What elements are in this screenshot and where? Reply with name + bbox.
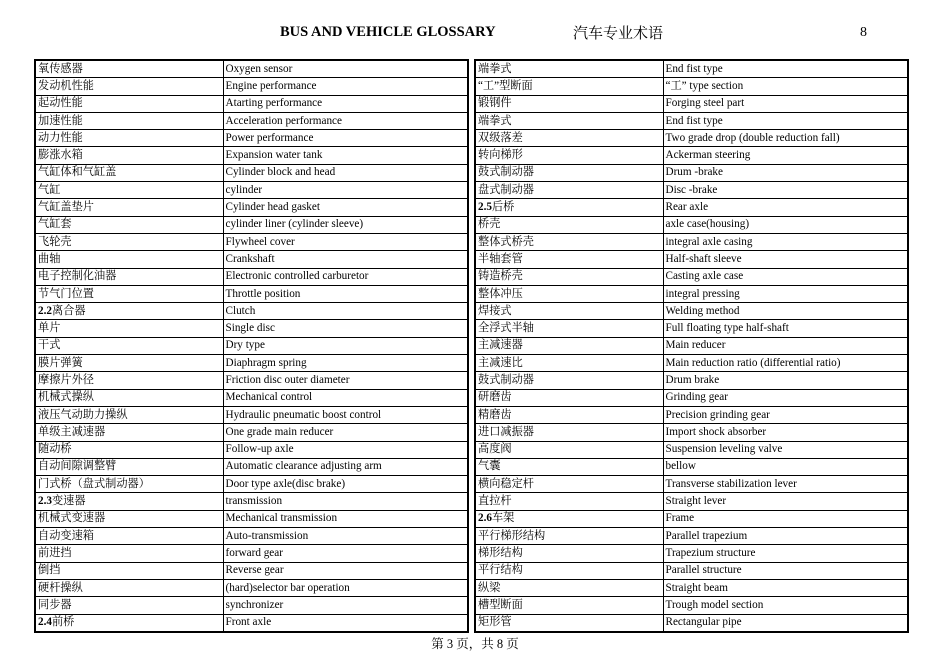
term-chinese-text: 离合器 (51, 304, 86, 317)
table-row (475, 337, 908, 354)
glossary-table-left (34, 59, 469, 633)
term-chinese (35, 337, 223, 354)
term-chinese (475, 182, 663, 199)
term-chinese (475, 285, 663, 302)
term-english: Automatic clearance adjusting arm (223, 458, 468, 475)
table-row (35, 597, 468, 614)
term-chinese (475, 320, 663, 337)
term-english: Drum brake (663, 372, 908, 389)
term-chinese (35, 597, 223, 614)
table-row (475, 458, 908, 475)
term-english: Straight beam (663, 579, 908, 596)
term-chinese-text: 端拳式 (478, 114, 512, 127)
section-number: 2.4 (38, 616, 52, 629)
term-chinese-text: 精磨齿 (478, 408, 512, 421)
table-row (35, 303, 468, 320)
term-english: Drum -brake (663, 164, 908, 181)
term-chinese-text: 主减速比 (478, 356, 523, 369)
table-row (475, 579, 908, 596)
term-chinese (35, 199, 223, 216)
term-english: Parallel structure (663, 562, 908, 579)
term-chinese-text: 横向稳定杆 (478, 477, 534, 490)
term-chinese (475, 216, 663, 233)
term-chinese-text: 变速器 (51, 495, 86, 508)
term-chinese-text: 主减速器 (478, 339, 523, 352)
table-row (35, 528, 468, 545)
term-chinese (475, 337, 663, 354)
table-row (35, 233, 468, 250)
term-chinese (35, 545, 223, 562)
term-chinese (475, 458, 663, 475)
term-chinese-text: “工”型断面 (478, 79, 533, 92)
table-row (35, 182, 468, 199)
term-english: Throttle position (223, 285, 468, 302)
term-english: “工” type section (663, 78, 908, 95)
table-row (475, 60, 908, 78)
term-english: Full floating type half-shaft (663, 320, 908, 337)
term-english: Oxygen sensor (223, 60, 468, 78)
term-chinese-text: 整体式桥壳 (478, 235, 534, 248)
table-row (475, 424, 908, 441)
term-chinese (35, 60, 223, 78)
term-chinese-text: 鼓式制动器 (478, 373, 534, 386)
table-row (475, 355, 908, 372)
term-chinese (35, 441, 223, 458)
term-chinese-text: 门式桥（盘式制动器） (38, 477, 150, 490)
term-chinese-text: 锻钢件 (478, 97, 512, 110)
term-chinese (475, 199, 663, 216)
term-english: cylinder (223, 182, 468, 199)
table-row (35, 545, 468, 562)
term-english: Precision grinding gear (663, 406, 908, 423)
term-english: Parallel trapezium (663, 528, 908, 545)
term-english: Atarting performance (223, 95, 468, 112)
term-english: Auto-transmission (223, 528, 468, 545)
term-english: Rectangular pipe (663, 614, 908, 632)
term-chinese (35, 320, 223, 337)
term-chinese-text: 平行结构 (478, 564, 523, 577)
term-english: Crankshaft (223, 251, 468, 268)
term-chinese (475, 233, 663, 250)
term-chinese (475, 303, 663, 320)
term-chinese (35, 424, 223, 441)
term-chinese (35, 510, 223, 527)
term-chinese (475, 95, 663, 112)
term-chinese (475, 476, 663, 493)
table-row (475, 164, 908, 181)
table-row (35, 164, 468, 181)
table-row (35, 320, 468, 337)
term-chinese-text: 矩形管 (478, 616, 512, 629)
term-english: Door type axle(disc brake) (223, 476, 468, 493)
table-row (35, 337, 468, 354)
term-english: Frame (663, 510, 908, 527)
table-row (35, 285, 468, 302)
table-row (475, 268, 908, 285)
table-row (475, 147, 908, 164)
term-chinese (35, 251, 223, 268)
term-chinese (35, 147, 223, 164)
term-english: Straight lever (663, 493, 908, 510)
term-english: integral axle casing (663, 233, 908, 250)
term-chinese-text: 前桥 (51, 616, 75, 629)
term-chinese-text: 液压气动助力操纵 (38, 408, 128, 421)
term-chinese (475, 372, 663, 389)
term-english: transmission (223, 493, 468, 510)
table-row (475, 199, 908, 216)
table-row (475, 476, 908, 493)
term-chinese-text: 梯形结构 (478, 546, 523, 559)
term-english: Main reducer (663, 337, 908, 354)
term-chinese-text: 盘式制动器 (478, 183, 534, 196)
term-chinese-text: 前进挡 (38, 546, 72, 559)
term-english: Friction disc outer diameter (223, 372, 468, 389)
term-chinese (475, 441, 663, 458)
term-english: Disc -brake (663, 182, 908, 199)
term-chinese (35, 285, 223, 302)
term-english: Cylinder block and head (223, 164, 468, 181)
term-chinese (475, 60, 663, 78)
table-row (475, 216, 908, 233)
term-english: Ackerman steering (663, 147, 908, 164)
section-number: 2.3 (38, 495, 52, 508)
table-row (475, 372, 908, 389)
term-chinese-text: 氧传感器 (38, 62, 83, 75)
term-chinese-text: 鼓式制动器 (478, 166, 534, 179)
table-row (475, 320, 908, 337)
term-chinese-text: 直拉杆 (478, 495, 512, 508)
term-chinese-text: 纵梁 (478, 581, 501, 594)
term-english: Engine performance (223, 78, 468, 95)
term-chinese (35, 389, 223, 406)
term-english: Cylinder head gasket (223, 199, 468, 216)
term-chinese-text: 双级落差 (478, 131, 523, 144)
term-chinese-text: 整体冲压 (478, 287, 523, 300)
term-english: Mechanical transmission (223, 510, 468, 527)
table-row (475, 389, 908, 406)
term-chinese-text: 平行梯形结构 (478, 529, 546, 542)
table-row (35, 458, 468, 475)
term-chinese (35, 493, 223, 510)
term-chinese-text: 电子控制化油器 (38, 270, 117, 283)
section-number: 2.6 (478, 512, 492, 525)
term-chinese (35, 562, 223, 579)
table-row (35, 579, 468, 596)
term-english: integral pressing (663, 285, 908, 302)
term-english: Two grade drop (double reduction fall) (663, 130, 908, 147)
term-chinese (35, 476, 223, 493)
term-chinese-text: 同步器 (38, 598, 72, 611)
page-number: 8 (860, 25, 867, 40)
term-english: Suspension leveling valve (663, 441, 908, 458)
term-english: Electronic controlled carburetor (223, 268, 468, 285)
term-chinese (475, 268, 663, 285)
term-english: Dry type (223, 337, 468, 354)
term-english: Acceleration performance (223, 112, 468, 129)
term-english: bellow (663, 458, 908, 475)
table-row (35, 614, 468, 632)
table-row (475, 233, 908, 250)
term-english: Power performance (223, 130, 468, 147)
page-title: BUS AND VEHICLE GLOSSARY (280, 24, 496, 40)
table-row (475, 303, 908, 320)
term-chinese (35, 528, 223, 545)
term-english: Clutch (223, 303, 468, 320)
term-english: Trough model section (663, 597, 908, 614)
term-chinese (475, 562, 663, 579)
term-chinese (475, 614, 663, 632)
table-row (475, 441, 908, 458)
term-chinese (475, 406, 663, 423)
term-chinese (35, 164, 223, 181)
term-chinese (35, 95, 223, 112)
table-row (35, 78, 468, 95)
term-english: Transverse stabilization lever (663, 476, 908, 493)
term-chinese-text: 动力性能 (38, 131, 83, 144)
term-chinese-text: 加速性能 (38, 114, 83, 127)
table-row (475, 545, 908, 562)
table-row (35, 510, 468, 527)
term-chinese (475, 545, 663, 562)
term-english: Grinding gear (663, 389, 908, 406)
table-row (35, 251, 468, 268)
table-row (35, 424, 468, 441)
term-chinese-text: 转向梯形 (478, 149, 523, 162)
term-english: Diaphragm spring (223, 355, 468, 372)
term-english: Forging steel part (663, 95, 908, 112)
term-chinese (35, 233, 223, 250)
term-chinese (35, 268, 223, 285)
table-row (35, 441, 468, 458)
term-chinese-text: 随动桥 (38, 443, 72, 456)
term-chinese (475, 493, 663, 510)
term-chinese-text: 膜片弹簧 (38, 356, 83, 369)
term-chinese (475, 528, 663, 545)
term-english: Main reduction ratio (differential ratio) (663, 355, 908, 372)
term-chinese (35, 303, 223, 320)
term-english: Expansion water tank (223, 147, 468, 164)
term-chinese-text: 自动变速箱 (38, 529, 94, 542)
term-chinese (475, 355, 663, 372)
term-chinese (35, 614, 223, 632)
term-english: Rear axle (663, 199, 908, 216)
term-chinese (475, 164, 663, 181)
term-chinese (35, 182, 223, 199)
table-row (35, 493, 468, 510)
glossary-table-right (474, 59, 909, 633)
table-row (475, 251, 908, 268)
term-chinese-text: 硬杆操纵 (38, 581, 83, 594)
table-row (475, 112, 908, 129)
term-chinese-text: 桥壳 (478, 218, 501, 231)
table-row (475, 285, 908, 302)
table-row (475, 95, 908, 112)
term-chinese-text: 单级主减速器 (38, 425, 106, 438)
term-chinese (475, 78, 663, 95)
table-row (35, 216, 468, 233)
term-chinese-text: 气囊 (478, 460, 501, 473)
table-row (35, 268, 468, 285)
term-chinese-text: 端拳式 (478, 62, 512, 75)
table-row (475, 78, 908, 95)
table-row (475, 562, 908, 579)
page-title-chinese: 汽车专业术语 (573, 26, 664, 42)
term-chinese (35, 406, 223, 423)
table-row (475, 406, 908, 423)
table-row (35, 95, 468, 112)
term-chinese-text: 高度阀 (478, 443, 512, 456)
term-english: (hard)selector bar operation (223, 579, 468, 596)
term-chinese (475, 112, 663, 129)
term-chinese-text: 单片 (38, 322, 61, 335)
term-chinese-text: 飞轮壳 (38, 235, 72, 248)
term-english: Mechanical control (223, 389, 468, 406)
table-row (35, 389, 468, 406)
term-chinese-text: 气缸盖垫片 (38, 201, 94, 214)
term-chinese-text: 机械式操纵 (38, 391, 94, 404)
term-english: forward gear (223, 545, 468, 562)
term-english: Half-shaft sleeve (663, 251, 908, 268)
term-chinese-text: 倒挡 (38, 564, 61, 577)
term-chinese (35, 112, 223, 129)
term-chinese-text: 后桥 (491, 201, 515, 214)
page-footer: 第 3 页，共 8 页 (431, 637, 519, 651)
term-chinese (475, 579, 663, 596)
term-chinese (475, 389, 663, 406)
term-english: cylinder liner (cylinder sleeve) (223, 216, 468, 233)
term-chinese-text: 起动性能 (38, 97, 83, 110)
term-english: Import shock absorber (663, 424, 908, 441)
table-row (35, 147, 468, 164)
term-english: Single disc (223, 320, 468, 337)
table-row (35, 406, 468, 423)
term-chinese-text: 膨涨水箱 (38, 149, 83, 162)
term-chinese (475, 424, 663, 441)
table-row (35, 199, 468, 216)
term-chinese (35, 130, 223, 147)
term-chinese-text: 发动机性能 (38, 79, 94, 92)
table-row (35, 562, 468, 579)
table-row (475, 597, 908, 614)
table-row (35, 476, 468, 493)
term-english: Front axle (223, 614, 468, 632)
term-english: Casting axle case (663, 268, 908, 285)
term-chinese-text: 节气门位置 (38, 287, 94, 300)
table-row (35, 372, 468, 389)
table-row (475, 182, 908, 199)
term-english: Welding method (663, 303, 908, 320)
term-chinese-text: 铸造桥壳 (478, 270, 523, 283)
term-chinese (475, 147, 663, 164)
term-chinese-text: 气缸体和气缸盖 (38, 166, 117, 179)
term-chinese (35, 216, 223, 233)
term-chinese-text: 车架 (491, 512, 515, 525)
term-chinese-text: 曲轴 (38, 252, 61, 265)
term-english: axle case(housing) (663, 216, 908, 233)
term-chinese-text: 研磨齿 (478, 391, 512, 404)
term-chinese-text: 摩擦片外径 (38, 373, 94, 386)
term-chinese-text: 半轴套管 (478, 252, 523, 265)
term-chinese-text: 干式 (38, 339, 61, 352)
term-english: Reverse gear (223, 562, 468, 579)
term-chinese-text: 气缸 (38, 183, 61, 196)
term-chinese-text: 自动间隙调整臂 (38, 460, 117, 473)
table-row (35, 60, 468, 78)
term-chinese (475, 510, 663, 527)
term-chinese (35, 355, 223, 372)
term-chinese-text: 焊接式 (478, 304, 512, 317)
term-english: Follow-up axle (223, 441, 468, 458)
table-row (475, 528, 908, 545)
term-chinese-text: 槽型断面 (478, 598, 523, 611)
term-english: Flywheel cover (223, 233, 468, 250)
term-chinese-text: 进口减振器 (478, 425, 534, 438)
term-english: One grade main reducer (223, 424, 468, 441)
term-english: Hydraulic pneumatic boost control (223, 406, 468, 423)
term-english: End fist type (663, 60, 908, 78)
term-english: Trapezium structure (663, 545, 908, 562)
term-chinese (475, 130, 663, 147)
term-chinese (35, 458, 223, 475)
table-row (475, 493, 908, 510)
table-row (475, 510, 908, 527)
section-number: 2.2 (38, 304, 52, 317)
term-chinese-text: 机械式变速器 (38, 512, 106, 525)
term-english: End fist type (663, 112, 908, 129)
term-english: synchronizer (223, 597, 468, 614)
table-row (35, 112, 468, 129)
term-chinese (475, 597, 663, 614)
section-number: 2.5 (478, 201, 492, 214)
term-chinese (35, 579, 223, 596)
table-row (35, 355, 468, 372)
term-chinese-text: 气缸套 (38, 218, 72, 231)
term-chinese-text: 全浮式半轴 (478, 322, 534, 335)
table-row (475, 130, 908, 147)
table-row (35, 130, 468, 147)
term-chinese (35, 372, 223, 389)
table-row (475, 614, 908, 632)
term-chinese (35, 78, 223, 95)
term-chinese (475, 251, 663, 268)
